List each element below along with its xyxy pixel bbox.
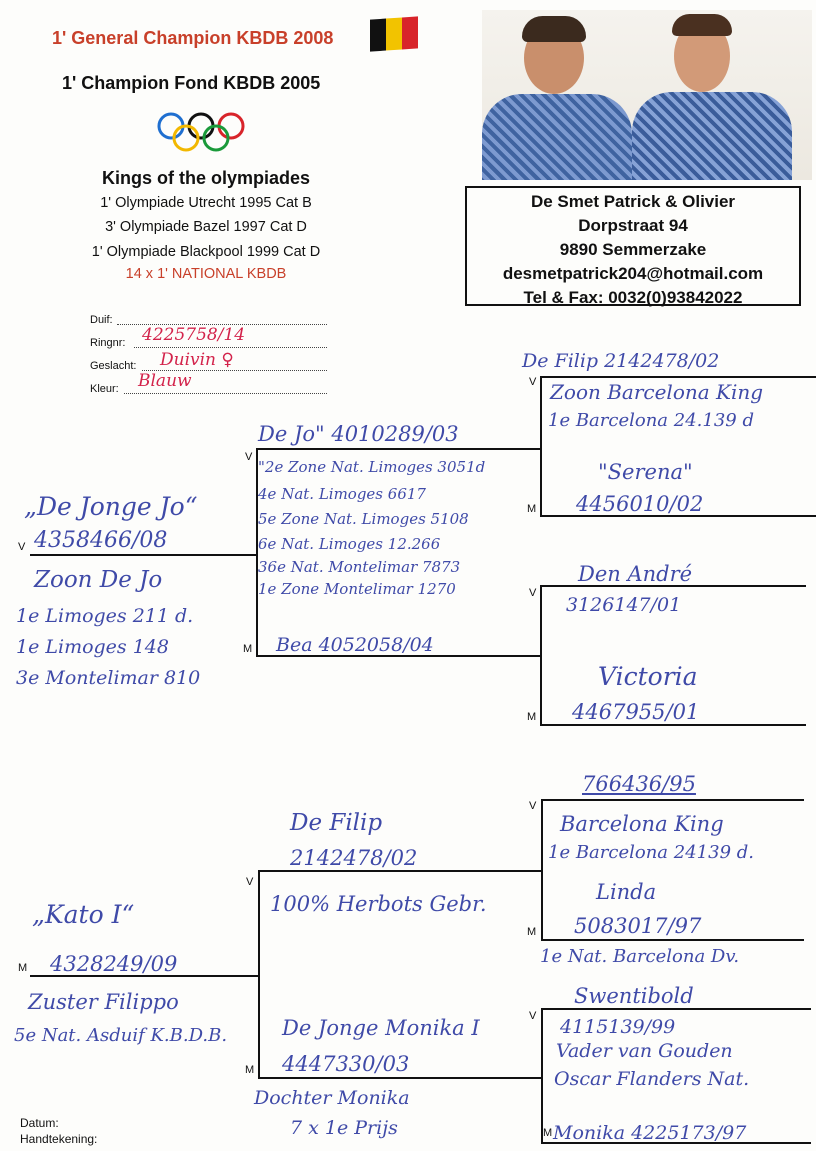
mfm-ring: 5083017/97	[574, 914, 702, 938]
father-v-marker: V	[18, 541, 26, 553]
ff-v-marker: V	[245, 451, 253, 463]
olympiade-line-1: 1' Olympiade Utrecht 1995 Cat B	[100, 195, 312, 211]
geslacht-value: Duivin ♀	[160, 350, 234, 370]
olympiade-line-3: 1' Olympiade Blackpool 1999 Cat D	[91, 244, 321, 260]
geslacht-label: Geslacht:	[90, 360, 137, 372]
mmf-line	[541, 1008, 811, 1010]
olympic-rings-icon	[155, 110, 255, 154]
mf-name: De Filip	[290, 810, 383, 836]
fm-name: Bea 4052058/04	[276, 634, 434, 656]
ff-note-6: 1e Zone Montelimar 1270	[258, 580, 456, 598]
contact-email: desmetpatrick204@hotmail.com	[502, 264, 764, 283]
mother-note-2: 5e Nat. Asduif K.B.D.B.	[14, 1025, 228, 1046]
mm-name: De Jonge Monika I	[282, 1016, 480, 1040]
father-note-1: Zoon De Jo	[34, 567, 163, 593]
olympiade-line-2: 3' Olympiade Bazel 1997 Cat D	[105, 219, 307, 235]
datum-label: Datum:	[20, 1116, 59, 1130]
mf-note-1: 100% Herbots Gebr.	[270, 892, 487, 916]
mf-mm-vertical	[258, 870, 260, 1078]
ffm-name: "Serena"	[598, 460, 693, 484]
mother-m-marker: M	[18, 962, 28, 974]
ringnr-dots	[134, 346, 327, 348]
mmf-mmm-vertical	[541, 1008, 543, 1143]
fmf-fmm-vertical	[540, 585, 542, 725]
handtekening-label: Handtekening:	[20, 1132, 98, 1146]
mm-note-2: 7 x 1e Prijs	[290, 1117, 398, 1139]
mfm-m-marker: M	[527, 926, 537, 938]
person-hair-2	[672, 14, 732, 36]
mfm-note-1: 1e Nat. Barcelona Dv.	[540, 946, 740, 967]
fff-v-marker: V	[529, 376, 537, 388]
person-shirt-2	[632, 92, 792, 180]
ff-note-1: "2e Zone Nat. Limoges 3051d	[258, 458, 486, 476]
father-note-2: 1e Limoges 211 d.	[16, 605, 194, 627]
fff-note-1: Zoon Barcelona King	[550, 380, 764, 404]
mm-note-1: Dochter Monika	[254, 1087, 410, 1109]
general-champion-title: 1' General Champion KBDB 2008	[52, 28, 334, 48]
fmm-ring: 4467955/01	[572, 700, 700, 724]
mff-note-2: 1e Barcelona 24139 d.	[548, 842, 754, 863]
fff-name: De Filip 2142478/02	[522, 350, 720, 372]
ff-note-2: 4e Nat. Limoges 6617	[258, 485, 426, 503]
father-name: „De Jonge Jo“	[24, 492, 198, 521]
mm-line	[258, 1077, 541, 1079]
mf-ring: 2142478/02	[290, 846, 418, 870]
person-shirt-1	[482, 94, 632, 180]
fmf-name: Den André	[578, 562, 693, 586]
contact-street: Dorpstraat 94	[578, 216, 688, 235]
mf-v-marker: V	[246, 876, 254, 888]
mmm-name: Monika 4225173/97	[553, 1122, 747, 1144]
mother-ring: 4328249/09	[50, 952, 178, 976]
mm-ring: 4447330/03	[282, 1052, 410, 1076]
fmf-ring: 3126147/01	[566, 594, 682, 616]
mm-m-marker: M	[245, 1064, 255, 1076]
mff-v-marker: V	[529, 800, 537, 812]
ringnr-label: Ringnr:	[90, 337, 126, 349]
mmf-note-2: Oscar Flanders Nat.	[554, 1068, 750, 1090]
belgian-flag-icon	[370, 16, 418, 51]
mmm-m-marker: M	[543, 1127, 553, 1139]
contact-city: 9890 Semmerzake	[559, 240, 707, 259]
ringnr-value: 4225758/14	[142, 325, 246, 345]
mmf-ring: 4115139/99	[560, 1016, 676, 1038]
kleur-label: Kleur:	[90, 383, 119, 395]
kleur-value: Blauw	[138, 371, 192, 391]
mff-line	[541, 799, 804, 801]
mfm-line	[541, 939, 804, 941]
contact-box	[465, 186, 801, 306]
ff-name: De Jo" 4010289/03	[258, 422, 459, 446]
ffm-m-marker: M	[527, 503, 537, 515]
contact-name: De Smet Patrick & Olivier	[530, 192, 736, 211]
kleur-dots	[124, 392, 327, 394]
mother-name: „Kato I“	[32, 900, 135, 929]
mother-note-1: Zuster Filippo	[28, 990, 179, 1014]
fff-note-2: 1e Barcelona 24.139 d	[548, 410, 754, 431]
mff-note-1: Barcelona King	[560, 812, 724, 836]
father-note-3: 1e Limoges 148	[16, 636, 169, 658]
owners-photo	[482, 10, 812, 180]
mfm-name: Linda	[596, 880, 657, 904]
fff-line	[540, 376, 816, 378]
ffm-ring: 4456010/02	[576, 492, 704, 516]
national-line: 14 x 1' NATIONAL KBDB	[125, 266, 287, 282]
fmm-m-marker: M	[527, 711, 537, 723]
kings-title: Kings of the olympiades	[101, 168, 311, 188]
contact-phone: Tel & Fax: 0032(0)93842022	[523, 288, 743, 307]
fff-ffm-vertical	[540, 376, 542, 516]
ff-note-4: 6e Nat. Limoges 12.266	[258, 535, 441, 553]
fmm-line	[540, 724, 806, 726]
duif-label: Duif:	[90, 314, 113, 326]
fmf-v-marker: V	[529, 587, 537, 599]
father-note-4: 3e Montelimar 810	[16, 667, 201, 689]
father-ring: 4358466/08	[34, 528, 168, 553]
mff-mfm-vertical	[541, 799, 543, 940]
mf-line	[258, 870, 541, 872]
fmm-name: Victoria	[598, 662, 698, 691]
ff-line	[256, 448, 540, 450]
mmf-name: Swentibold	[574, 984, 694, 1008]
mmf-v-marker: V	[529, 1010, 537, 1022]
ff-note-5: 36e Nat. Montelimar 7873	[258, 558, 461, 576]
mmf-note-1: Vader van Gouden	[556, 1040, 733, 1062]
champion-fond-title: 1' Champion Fond KBDB 2005	[62, 73, 321, 93]
fm-m-marker: M	[243, 643, 253, 655]
mff-name: 766436/95	[582, 772, 696, 796]
ff-note-3: 5e Zone Nat. Limoges 5108	[258, 510, 469, 528]
father-line	[30, 554, 256, 556]
person-hair-1	[522, 16, 586, 42]
